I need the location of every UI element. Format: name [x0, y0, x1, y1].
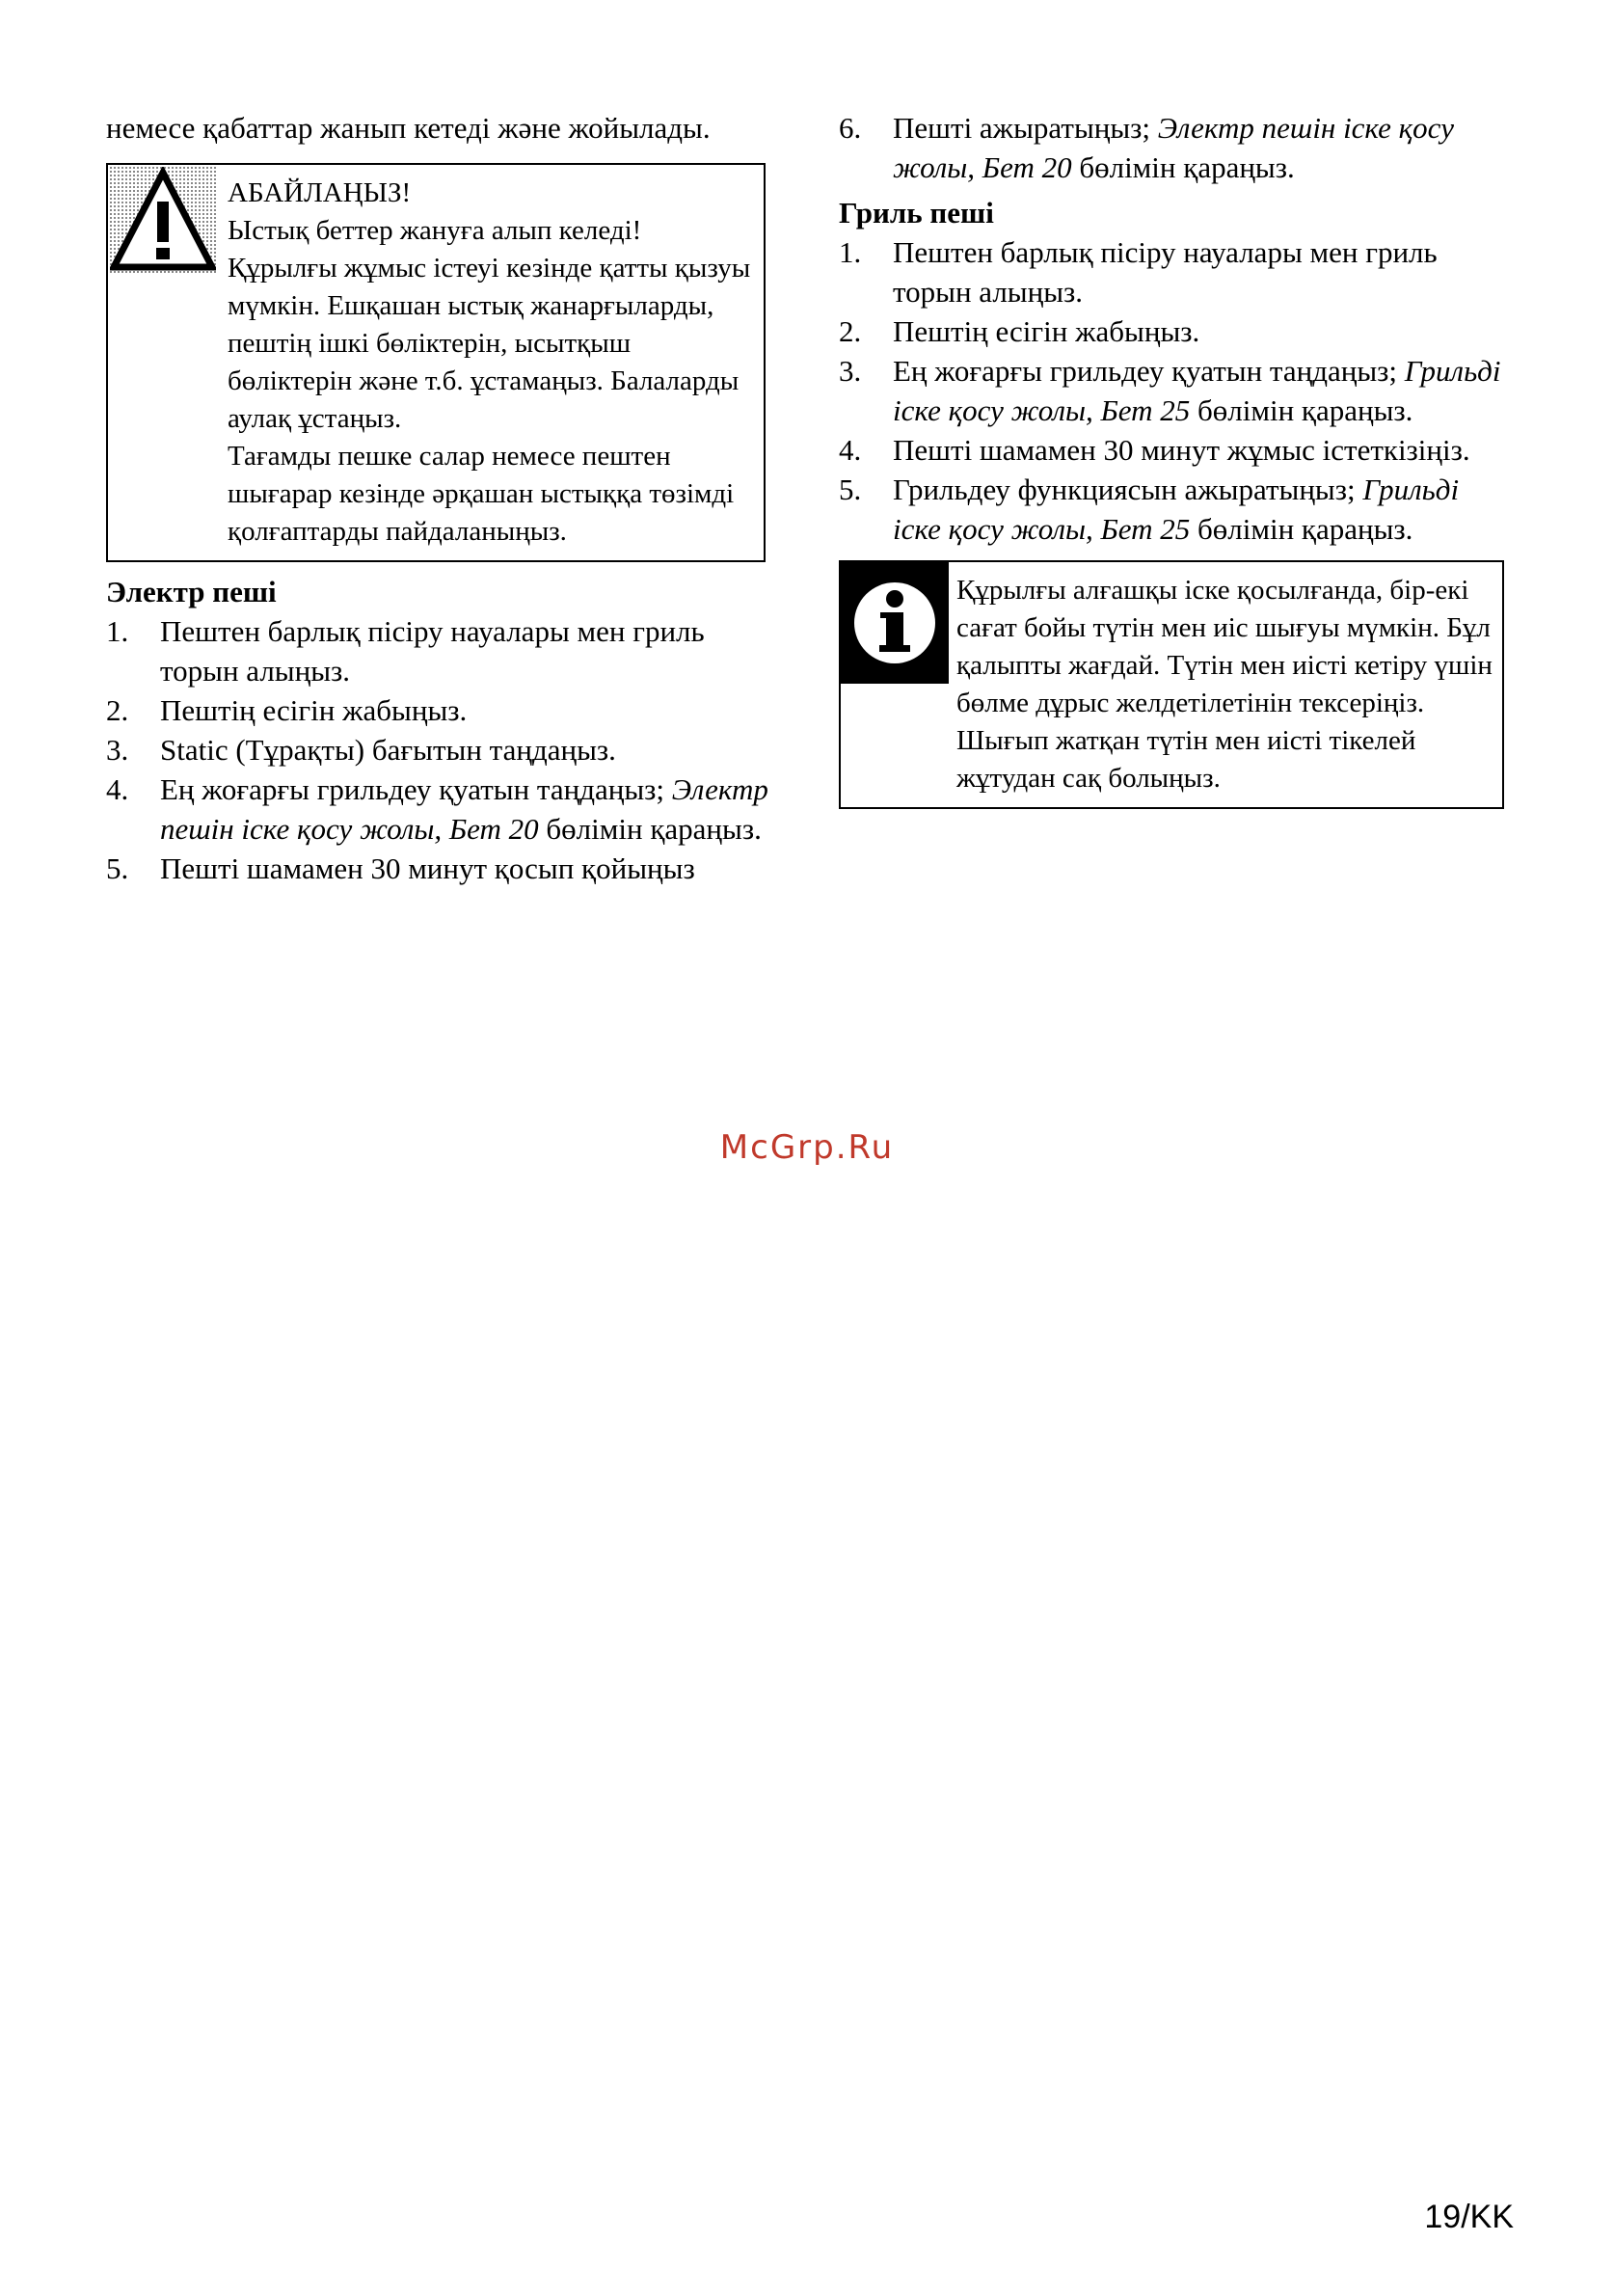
electric-oven-steps	[106, 611, 781, 888]
list-item: 4. Пешті шамамен 30 минут жұмыс істеткізіңіз.	[839, 433, 1470, 467]
left-column	[106, 108, 781, 888]
warning-text-1: Ыстық беттер жануға алып келеді! Құрылғы жұмыс істеуі кезінде қатты қызуы мүмкін. Ешқашан ыстық жанарғыларды, пештің ішкі бөліктерін, ысытқыш бөліктерін және т.б. ұстамаңыз. Балаларды аулақ ұстаңыз.	[228, 215, 751, 434]
warning-box	[106, 163, 766, 562]
electric-oven-steps-continued	[839, 108, 1514, 187]
list-item: 1. Пештен барлық пісіру науалары мен гриль торын алыңыз.	[106, 614, 705, 688]
cross-reference: Электр пешін іске қосу жолы, Бет 20	[893, 111, 1454, 184]
list-item: 3. Ең жоғарғы грильдеу қуатын таңдаңыз; Грильді іске қосу жолы, Бет 25 бөлімін қараңыз.	[839, 354, 1501, 427]
warning-title: АБАЙЛАҢЫЗ!	[228, 177, 412, 208]
cross-reference: Электр пешін іске қосу жолы, Бет 20	[160, 772, 768, 846]
grill-oven-steps	[839, 232, 1514, 549]
right-column	[839, 108, 1514, 809]
cross-reference: Грильді іске қосу жолы, Бет 25	[893, 473, 1460, 546]
info-box	[839, 560, 1504, 809]
info-icon	[841, 562, 949, 684]
grill-oven-heading: Гриль пеші	[839, 196, 994, 230]
list-item: 3. Static (Тұрақты) бағытын таңдаңыз.	[106, 733, 616, 767]
list-item: 6. Пешті ажыратыңыз; Электр пешін іске қосу жолы, Бет 20 бөлімін қараңыз.	[839, 111, 1454, 184]
warning-text-2: Тағамды пешке салар немесе пештен шығарар кезінде әрқашан ыстыққа төзімді қолғаптарды пайдаланыңыз.	[228, 441, 735, 547]
list-item: 5. Грильдеу функциясын ажыратыңыз; Грильді іске қосу жолы, Бет 25 бөлімін қараңыз.	[839, 473, 1460, 546]
list-item: 5. Пешті шамамен 30 минут қосып қойыңыз	[106, 851, 695, 885]
page-number: 19/KK	[1424, 2199, 1514, 2235]
list-item: 1. Пештен барлық пісіру науалары мен гриль торын алыңыз.	[839, 235, 1438, 309]
list-item: 4. Ең жоғарғы грильдеу қуатын таңдаңыз; Электр пешін іске қосу жолы, Бет 20 бөлімін қараңыз.	[106, 772, 768, 846]
list-item: 2. Пештің есігін жабыңыз.	[106, 693, 468, 727]
list-item: 2. Пештің есігін жабыңыз.	[839, 314, 1200, 348]
electric-oven-heading: Электр пеші	[106, 575, 277, 608]
info-text: Құрылғы алғашқы іске қосылғанда, бір-екі сағат бойы түтін мен иіс шығуы мүмкін. Бұл қалыпты жағдай. Түтін мен иісті кетіру үшін бөлме дұрыс желдетілетінін тексеріңіз. Шығып жатқан түтін мен иісті тікелей жұтудан сақ болыңыз.	[956, 575, 1493, 794]
warning-triangle-icon	[110, 167, 216, 273]
watermark: McGrp.Ru	[719, 1128, 895, 1167]
cross-reference: Грильді іске қосу жолы, Бет 25	[893, 354, 1501, 427]
intro-text: немесе қабаттар жанып кетеді және жойылады.	[106, 111, 711, 145]
